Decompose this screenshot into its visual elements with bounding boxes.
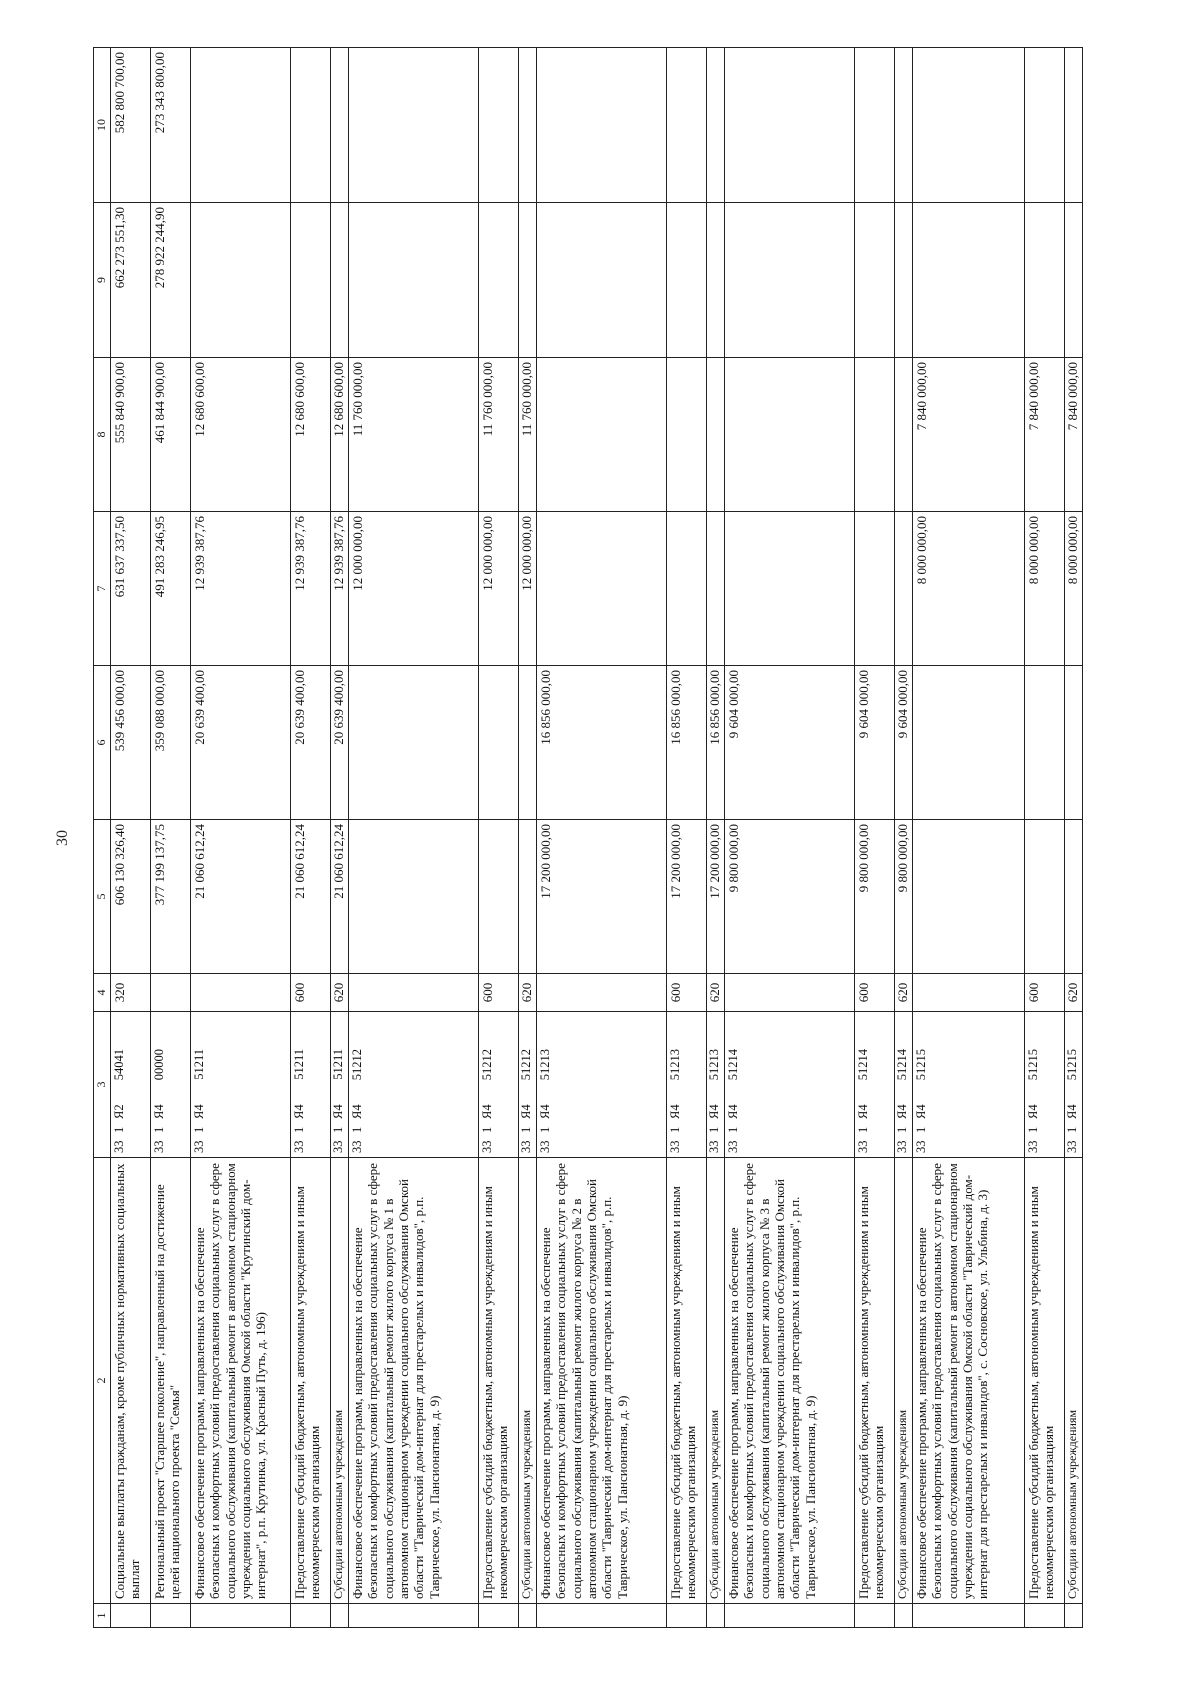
table-row xyxy=(519,48,537,1628)
row-name: Субсидии автономным учреждениям xyxy=(331,1158,349,1604)
row-value-8 xyxy=(895,358,913,512)
code-part: Я4 xyxy=(192,1104,206,1119)
row-value-6: 20 639 400,00 xyxy=(191,666,291,820)
table-row xyxy=(479,48,519,1628)
row-index-cell xyxy=(331,1604,349,1628)
row-value-8 xyxy=(667,358,707,512)
row-name: Предоставление субсидий бюджетным, автономным учреждениям и иным некоммерческим организациям xyxy=(855,1158,895,1604)
row-value-8: 555 840 900,00 xyxy=(111,358,151,512)
code-part: 51213 xyxy=(668,1049,682,1081)
code-part: 1 xyxy=(480,1126,494,1133)
code-part: 00000 xyxy=(152,1049,166,1081)
row-name: Субсидии автономным учреждениям xyxy=(1065,1158,1083,1604)
column-header: 9 xyxy=(94,203,111,358)
code-part: 51215 xyxy=(1026,1049,1040,1081)
code-part: Я4 xyxy=(519,1104,533,1119)
row-expense-type xyxy=(725,974,855,1012)
row-value-6 xyxy=(479,666,519,820)
row-expense-type: 600 xyxy=(855,974,895,1012)
table-body xyxy=(111,48,1083,1628)
row-code xyxy=(349,1012,479,1158)
row-code xyxy=(855,1012,895,1158)
column-header: 8 xyxy=(94,358,111,512)
code-part: 33 xyxy=(292,1140,306,1153)
row-expense-type xyxy=(191,974,291,1012)
row-index-cell xyxy=(111,1604,151,1628)
row-value-9 xyxy=(349,203,479,358)
row-value-5: 9 800 000,00 xyxy=(855,820,895,974)
row-value-5: 21 060 612,24 xyxy=(331,820,349,974)
table-row xyxy=(191,48,291,1628)
code-part: 51212 xyxy=(519,1049,533,1081)
code-part: 33 xyxy=(668,1140,682,1153)
row-value-10 xyxy=(191,48,291,203)
code-part: 33 xyxy=(152,1140,166,1153)
rotated-table-wrapper xyxy=(93,48,1093,1628)
code-part: 1 xyxy=(1065,1126,1079,1133)
row-value-8 xyxy=(855,358,895,512)
row-value-7: 12 939 387,76 xyxy=(191,512,291,666)
row-name: Финансовое обеспечение программ, направленных на обеспечение безопасных и комфортных условий предоставления социальных услуг в сфере социального обслуживания (капитальный ремонт жилого корпуса № 3 в автономном стационарном учреждении социального обслуживания Омской области "Таврический дом-интернат для престарелых и инвалидов", р.п. Таврическое, ул. Пансионатная, д. 9) xyxy=(725,1158,855,1604)
table-row xyxy=(349,48,479,1628)
row-value-5 xyxy=(519,820,537,974)
table-row xyxy=(895,48,913,1628)
row-index-cell xyxy=(667,1604,707,1628)
column-header: 10 xyxy=(94,48,111,203)
row-code xyxy=(725,1012,855,1158)
code-part: 33 xyxy=(350,1140,364,1153)
code-part: Я4 xyxy=(914,1104,928,1119)
code-part: Я4 xyxy=(707,1104,721,1119)
row-value-10: 273 343 800,00 xyxy=(151,48,191,203)
table-row xyxy=(725,48,855,1628)
row-value-5 xyxy=(1065,820,1083,974)
row-value-10 xyxy=(913,48,1025,203)
column-header: 7 xyxy=(94,512,111,666)
table-row xyxy=(537,48,667,1628)
row-value-7 xyxy=(707,512,725,666)
row-name: Предоставление субсидий бюджетным, автономным учреждениям и иным некоммерческим организациям xyxy=(291,1158,331,1604)
row-name: Финансовое обеспечение программ, направленных на обеспечение безопасных и комфортных условий предоставления социальных услуг в сфере социального обслуживания (капитальный ремонт в автономном стационарном учреждении социального обслуживания Омской области "Таврический дом-интернат для престарелых и инвалидов", с. Сосновское, ул. Ульбина, д. 3) xyxy=(913,1158,1025,1604)
row-value-6: 539 456 000,00 xyxy=(111,666,151,820)
row-value-5: 21 060 612,24 xyxy=(291,820,331,974)
row-expense-type xyxy=(349,974,479,1012)
code-part: Я4 xyxy=(1026,1104,1040,1119)
row-value-10 xyxy=(519,48,537,203)
code-part: 1 xyxy=(519,1126,533,1133)
row-index-cell xyxy=(349,1604,479,1628)
code-part: 1 xyxy=(1026,1126,1040,1133)
code-part: Я4 xyxy=(292,1104,306,1119)
row-value-10 xyxy=(479,48,519,203)
row-value-10 xyxy=(537,48,667,203)
code-part: 1 xyxy=(726,1126,740,1133)
code-part: Я4 xyxy=(726,1104,740,1119)
column-header: 2 xyxy=(94,1158,111,1604)
code-part: 1 xyxy=(856,1126,870,1133)
code-part: 33 xyxy=(914,1140,928,1153)
code-part: 51211 xyxy=(292,1049,306,1080)
code-part: 33 xyxy=(1026,1140,1040,1153)
row-value-8: 12 680 600,00 xyxy=(191,358,291,512)
code-part: 51211 xyxy=(331,1049,345,1080)
row-index-cell xyxy=(913,1604,1025,1628)
row-value-8: 11 760 000,00 xyxy=(349,358,479,512)
row-index-cell xyxy=(291,1604,331,1628)
table-row xyxy=(913,48,1025,1628)
row-value-6 xyxy=(913,666,1025,820)
code-part: Я4 xyxy=(895,1104,909,1119)
code-part: Я4 xyxy=(668,1104,682,1119)
row-value-6 xyxy=(1025,666,1065,820)
code-part: 33 xyxy=(895,1140,909,1153)
row-value-5: 21 060 612,24 xyxy=(191,820,291,974)
row-expense-type: 620 xyxy=(1065,974,1083,1012)
row-value-10 xyxy=(725,48,855,203)
column-header: 1 xyxy=(94,1604,111,1628)
budget-table xyxy=(93,47,1083,1628)
row-expense-type: 620 xyxy=(707,974,725,1012)
row-index-cell xyxy=(895,1604,913,1628)
row-index-cell xyxy=(725,1604,855,1628)
row-value-8: 7 840 000,00 xyxy=(1025,358,1065,512)
table-row xyxy=(151,48,191,1628)
row-name: Субсидии автономным учреждениям xyxy=(895,1158,913,1604)
row-value-6 xyxy=(1065,666,1083,820)
column-header: 6 xyxy=(94,666,111,820)
column-header: 5 xyxy=(94,820,111,974)
row-value-5: 9 800 000,00 xyxy=(725,820,855,974)
row-value-7 xyxy=(895,512,913,666)
row-value-10 xyxy=(667,48,707,203)
row-value-7: 12 000 000,00 xyxy=(519,512,537,666)
code-part: 51215 xyxy=(914,1049,928,1081)
row-code xyxy=(191,1012,291,1158)
column-header: 4 xyxy=(94,974,111,1012)
row-value-5 xyxy=(1025,820,1065,974)
row-name: Финансовое обеспечение программ, направленных на обеспечение безопасных и комфортных условий предоставления социальных услуг в сфере социального обслуживания (капитальный ремонт жилого корпуса № 1 в автономном стационарном учреждении социального обслуживания Омской области "Таврический дом-интернат для престарелых и инвалидов", р.п. Таврическое, ул. Пансионатная, д. 9) xyxy=(349,1158,479,1604)
code-part: 51211 xyxy=(192,1049,206,1080)
row-value-6: 9 604 000,00 xyxy=(895,666,913,820)
row-value-8: 12 680 600,00 xyxy=(291,358,331,512)
code-part: Я4 xyxy=(538,1104,552,1119)
row-index-cell xyxy=(479,1604,519,1628)
row-value-9 xyxy=(331,203,349,358)
code-part: 51214 xyxy=(726,1049,740,1081)
code-part: 1 xyxy=(538,1126,552,1133)
code-part: 33 xyxy=(538,1140,552,1153)
row-name: Региональный проект "Старшее поколение", направленный на достижение целей национального проекта "Семья" xyxy=(151,1158,191,1604)
code-part: Я4 xyxy=(152,1104,166,1119)
row-value-6: 359 088 000,00 xyxy=(151,666,191,820)
row-name: Предоставление субсидий бюджетным, автономным учреждениям и иным некоммерческим организациям xyxy=(667,1158,707,1604)
row-value-9 xyxy=(667,203,707,358)
code-part: 33 xyxy=(112,1140,126,1153)
row-index-cell xyxy=(191,1604,291,1628)
row-name: Предоставление субсидий бюджетным, автономным учреждениям и иным некоммерческим организациям xyxy=(1025,1158,1065,1604)
row-value-9 xyxy=(725,203,855,358)
row-name: Финансовое обеспечение программ, направленных на обеспечение безопасных и комфортных условий предоставления социальных услуг в сфере социального обслуживания (капитальный ремонт в автономном стационарном учреждении социального обслуживания Омской области "Крутинский дом-интернат", р.п. Крутинка, ул. Красный Путь, д. 196) xyxy=(191,1158,291,1604)
row-value-5 xyxy=(349,820,479,974)
row-code xyxy=(667,1012,707,1158)
row-name: Субсидии автономным учреждениям xyxy=(519,1158,537,1604)
row-expense-type: 600 xyxy=(667,974,707,1012)
row-value-8: 7 840 000,00 xyxy=(1065,358,1083,512)
table-row xyxy=(331,48,349,1628)
code-part: Я2 xyxy=(112,1104,126,1119)
row-value-10 xyxy=(291,48,331,203)
row-value-5 xyxy=(479,820,519,974)
row-value-9 xyxy=(895,203,913,358)
code-part: 1 xyxy=(112,1126,126,1133)
code-part: 1 xyxy=(192,1126,206,1133)
row-value-6 xyxy=(519,666,537,820)
code-part: 33 xyxy=(192,1140,206,1153)
row-code xyxy=(479,1012,519,1158)
code-part: Я4 xyxy=(350,1104,364,1119)
page-number: 30 xyxy=(54,830,71,846)
row-name: Социальные выплаты гражданам, кроме публичных нормативных социальных выплат xyxy=(111,1158,151,1604)
row-code xyxy=(895,1012,913,1158)
row-value-7 xyxy=(725,512,855,666)
row-name: Субсидии автономным учреждениям xyxy=(707,1158,725,1604)
code-part: 1 xyxy=(668,1126,682,1133)
column-number-row xyxy=(94,48,111,1628)
row-value-9 xyxy=(537,203,667,358)
table-row xyxy=(1065,48,1083,1628)
row-value-8 xyxy=(725,358,855,512)
row-value-6: 16 856 000,00 xyxy=(667,666,707,820)
table-row xyxy=(291,48,331,1628)
code-part: Я4 xyxy=(856,1104,870,1119)
row-value-7: 12 939 387,76 xyxy=(331,512,349,666)
row-value-10: 582 800 700,00 xyxy=(111,48,151,203)
row-expense-type: 600 xyxy=(479,974,519,1012)
row-code xyxy=(707,1012,725,1158)
table-row xyxy=(667,48,707,1628)
row-value-10 xyxy=(1025,48,1065,203)
row-value-6: 16 856 000,00 xyxy=(707,666,725,820)
row-value-6: 20 639 400,00 xyxy=(331,666,349,820)
row-value-5: 9 800 000,00 xyxy=(895,820,913,974)
table-row xyxy=(1025,48,1065,1628)
row-value-9: 662 273 551,30 xyxy=(111,203,151,358)
row-value-6 xyxy=(349,666,479,820)
code-part: 51214 xyxy=(856,1049,870,1081)
row-value-7 xyxy=(537,512,667,666)
row-value-7: 8 000 000,00 xyxy=(1065,512,1083,666)
row-value-9 xyxy=(191,203,291,358)
row-value-7: 491 283 246,95 xyxy=(151,512,191,666)
row-value-5: 606 130 326,40 xyxy=(111,820,151,974)
row-value-8: 11 760 000,00 xyxy=(519,358,537,512)
row-value-6: 20 639 400,00 xyxy=(291,666,331,820)
row-name: Предоставление субсидий бюджетным, автономным учреждениям и иным некоммерческим организациям xyxy=(479,1158,519,1604)
row-value-9 xyxy=(707,203,725,358)
row-expense-type xyxy=(151,974,191,1012)
row-value-6: 9 604 000,00 xyxy=(725,666,855,820)
code-part: 1 xyxy=(331,1126,345,1133)
row-index-cell xyxy=(1065,1604,1083,1628)
row-value-9 xyxy=(519,203,537,358)
row-code xyxy=(1065,1012,1083,1158)
row-value-10 xyxy=(707,48,725,203)
row-code xyxy=(151,1012,191,1158)
code-part: 1 xyxy=(292,1126,306,1133)
row-index-cell xyxy=(519,1604,537,1628)
row-value-5: 377 199 137,75 xyxy=(151,820,191,974)
code-part: 1 xyxy=(152,1126,166,1133)
code-part: Я4 xyxy=(480,1104,494,1119)
table-row xyxy=(111,48,151,1628)
code-part: 33 xyxy=(726,1140,740,1153)
row-code xyxy=(291,1012,331,1158)
row-value-7: 12 000 000,00 xyxy=(349,512,479,666)
row-index-cell xyxy=(1025,1604,1065,1628)
row-code xyxy=(331,1012,349,1158)
row-index-cell xyxy=(537,1604,667,1628)
row-expense-type: 320 xyxy=(111,974,151,1012)
row-value-8: 461 844 900,00 xyxy=(151,358,191,512)
row-value-8: 11 760 000,00 xyxy=(479,358,519,512)
row-value-5: 17 200 000,00 xyxy=(667,820,707,974)
code-part: 33 xyxy=(331,1140,345,1153)
row-value-9 xyxy=(1025,203,1065,358)
row-value-9 xyxy=(913,203,1025,358)
row-index-cell xyxy=(707,1604,725,1628)
row-expense-type: 620 xyxy=(331,974,349,1012)
code-part: 33 xyxy=(856,1140,870,1153)
row-value-8 xyxy=(707,358,725,512)
row-code xyxy=(537,1012,667,1158)
row-name: Финансовое обеспечение программ, направленных на обеспечение безопасных и комфортных условий предоставления социальных услуг в сфере социального обслуживания (капитальный ремонт жилого корпуса № 2 в автономном стационарном учреждении социального обслуживания Омской области "Таврический дом-интернат для престарелых и инвалидов", р.п. Таврическое, ул. Пансионатная, д. 9) xyxy=(537,1158,667,1604)
row-value-10 xyxy=(855,48,895,203)
row-value-6: 16 856 000,00 xyxy=(537,666,667,820)
row-value-7 xyxy=(855,512,895,666)
code-part: 1 xyxy=(707,1126,721,1133)
row-expense-type: 600 xyxy=(291,974,331,1012)
code-part: 51215 xyxy=(1065,1049,1079,1081)
row-value-8: 7 840 000,00 xyxy=(913,358,1025,512)
row-value-9 xyxy=(855,203,895,358)
row-value-8 xyxy=(537,358,667,512)
code-part: Я4 xyxy=(331,1104,345,1119)
code-part: 51213 xyxy=(707,1049,721,1081)
row-code xyxy=(913,1012,1025,1158)
row-code xyxy=(1025,1012,1065,1158)
table-row xyxy=(707,48,725,1628)
row-value-8: 12 680 600,00 xyxy=(331,358,349,512)
row-value-5: 17 200 000,00 xyxy=(707,820,725,974)
code-part: Я4 xyxy=(1065,1104,1079,1119)
code-part: 33 xyxy=(1065,1140,1079,1153)
row-expense-type: 620 xyxy=(895,974,913,1012)
code-part: 51213 xyxy=(538,1049,552,1081)
row-value-9 xyxy=(1065,203,1083,358)
code-part: 1 xyxy=(895,1126,909,1133)
row-code xyxy=(519,1012,537,1158)
row-code xyxy=(111,1012,151,1158)
row-value-5: 17 200 000,00 xyxy=(537,820,667,974)
row-value-7: 12 000 000,00 xyxy=(479,512,519,666)
row-value-7: 631 637 337,50 xyxy=(111,512,151,666)
code-part: 33 xyxy=(519,1140,533,1153)
code-part: 54041 xyxy=(112,1049,126,1081)
code-part: 33 xyxy=(480,1140,494,1153)
row-value-7: 12 939 387,76 xyxy=(291,512,331,666)
row-expense-type xyxy=(913,974,1025,1012)
row-value-10 xyxy=(895,48,913,203)
row-index-cell xyxy=(855,1604,895,1628)
row-value-10 xyxy=(1065,48,1083,203)
row-value-9: 278 922 244,90 xyxy=(151,203,191,358)
column-header: 3 xyxy=(94,1012,111,1158)
row-value-9 xyxy=(479,203,519,358)
code-part: 1 xyxy=(350,1126,364,1133)
row-value-7: 8 000 000,00 xyxy=(1025,512,1065,666)
row-value-6: 9 604 000,00 xyxy=(855,666,895,820)
code-part: 51212 xyxy=(350,1049,364,1081)
row-value-10 xyxy=(349,48,479,203)
row-value-7: 8 000 000,00 xyxy=(913,512,1025,666)
code-part: 51212 xyxy=(480,1049,494,1081)
row-expense-type: 620 xyxy=(519,974,537,1012)
row-value-9 xyxy=(291,203,331,358)
row-value-7 xyxy=(667,512,707,666)
row-index-cell xyxy=(151,1604,191,1628)
row-expense-type: 600 xyxy=(1025,974,1065,1012)
code-part: 1 xyxy=(914,1126,928,1133)
code-part: 51214 xyxy=(895,1049,909,1081)
row-expense-type xyxy=(537,974,667,1012)
code-part: 33 xyxy=(707,1140,721,1153)
row-value-10 xyxy=(331,48,349,203)
table-row xyxy=(855,48,895,1628)
row-value-5 xyxy=(913,820,1025,974)
